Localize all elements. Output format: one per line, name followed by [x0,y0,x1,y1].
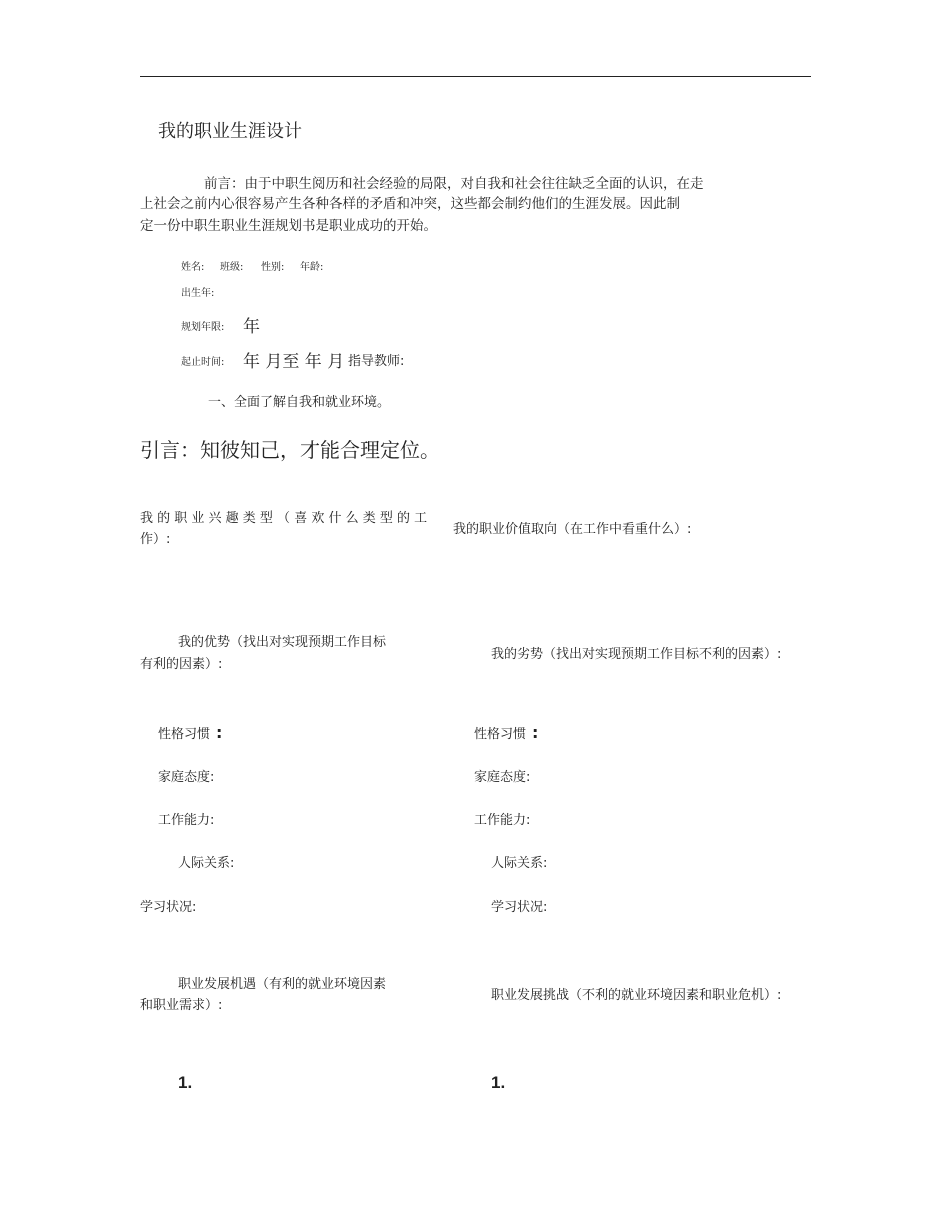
right-relations-label: 人际关系: [491,856,548,871]
plan-years-value: 年 [243,317,260,337]
section-1-heading: 一、全面了解自我和就业环境。 [208,395,391,410]
preface-line-3: 定一份中职生职业生涯规划书是职业成功的开始。 [140,218,437,234]
left-habits-label: 性格习惯 : [158,723,223,742]
name-label: 姓名: [181,262,205,273]
preface-line-2: 上社会之前内心很容易产生各种各样的矛盾和冲突，这些都会制约他们的生涯发展。因此制 [140,196,680,212]
right-item-number: 1. [491,1073,506,1092]
gender-label: 性别: [261,262,285,273]
opportunity-line-1: 职业发展机遇（有利的就业环境因素 [178,977,387,992]
challenge-label: 职业发展挑战（不利的就业环境因素和职业危机）: [491,988,782,1003]
page-title: 我的职业生涯设计 [158,121,302,142]
class-label: 班级: [220,262,244,273]
interest-type-line-1: 我 的 职 业 兴 趣 类 型 （ 喜 欢 什 么 类 型 的 工 [140,511,428,526]
period-value: 年 月至 年 月 [243,352,345,372]
left-study-label: 学习状况: [140,900,197,915]
strengths-line-2: 有利的因素）: [140,657,223,672]
left-ability-label: 工作能力: [158,813,215,828]
opportunity-line-2: 和职业需求）: [140,998,223,1013]
left-relations-label: 人际关系: [178,856,235,871]
strengths-line-1: 我的优势（找出对实现预期工作目标 [178,635,387,650]
birth-year-label: 出生年: [181,288,215,299]
right-study-label: 学习状况: [491,900,548,915]
section-1-quote: 引言：知彼知己，才能合理定位。 [140,438,440,462]
teacher-label: 指导教师: [348,354,405,369]
preface-line-1: 前言：由于中职生阅历和社会经验的局限，对自我和社会往往缺乏全面的认识，在走 [204,176,704,192]
left-family-label: 家庭态度: [158,770,215,785]
values-label: 我的职业价值取向（在工作中看重什么）: [453,522,692,537]
plan-years-label: 规划年限: [181,322,225,333]
period-label: 起止时间: [181,357,225,368]
right-habits-label: 性格习惯 : [474,723,539,742]
header-rule [140,76,811,77]
interest-type-line-2: 作）: [140,532,171,547]
left-item-number: 1. [178,1073,193,1092]
right-ability-label: 工作能力: [474,813,531,828]
age-label: 年龄: [300,262,324,273]
right-family-label: 家庭态度: [474,770,531,785]
weaknesses-label: 我的劣势（找出对实现预期工作目标不利的因素）: [491,647,782,662]
